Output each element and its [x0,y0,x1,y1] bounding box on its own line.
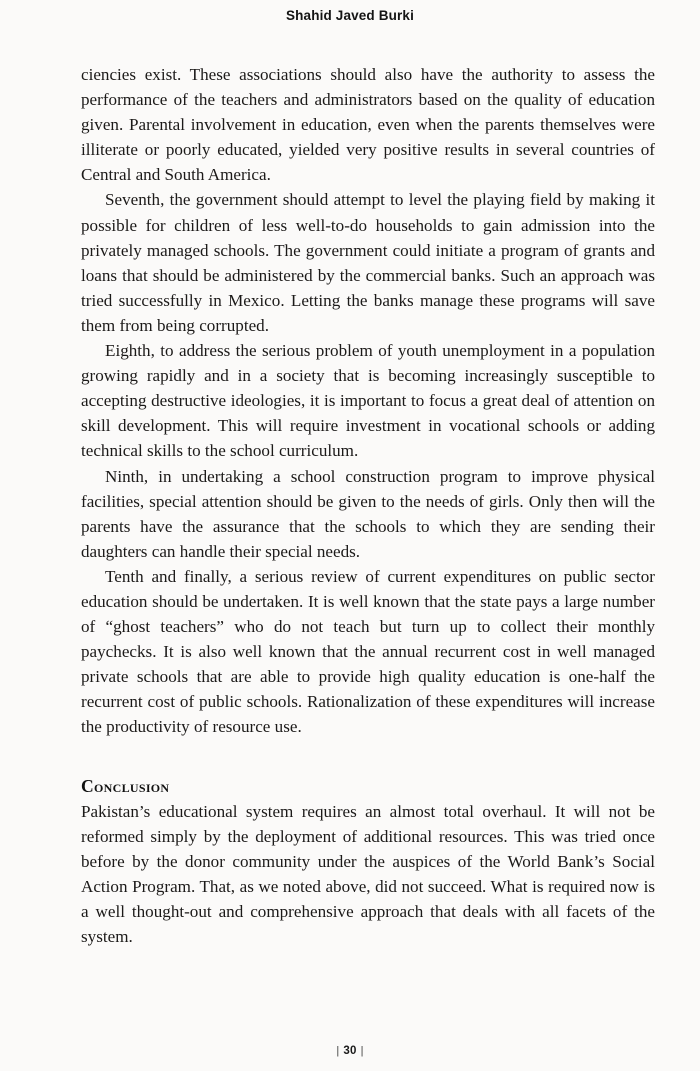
page-folio [0,1045,700,1057]
paragraph-eighth: Eighth, to address the serious problem of youth unemployment in a population growing rapidly and in a society that is becoming increasingly susceptible to accepting destructive ideologies, it is important to focus a great deal of attention on skill development. This will require investment in vocational schools or adding technical skills to the school curriculum. [81,341,655,461]
running-head-author: Shahid Javed Burki [286,8,414,23]
folio-rule-left: | [336,1045,340,1057]
paragraph-ninth: Ninth, in undertaking a school construction program to improve physical facilities, special attention should be given to the needs of girls. Only then will the parents have the assurance that the schools to which they are sending their daughters can handle their special needs. [81,466,655,561]
section-heading-conclusion: Conclusion [81,775,170,796]
folio-page-number: 30 [343,1045,357,1057]
paragraph-tenth: Tenth and finally, a serious review of current expenditures on public sector education should be undertaken. It is well known that the state pays a large number of “ghost teachers” who do not teach but turn up to collect their monthly paychecks. It is also well known that the annual recurrent cost in well managed private schools that are able to provide high quality education is one-half the recurrent cost of public schools. Rationalization of these expenditures will increase the productivity of resource use. [81,566,655,737]
paragraph-continuation: ciencies exist. These associations should also have the authority to assess the performance of the teachers and administrators based on the quality of education given. Parental involvement in education, even when the parents themselves were illiterate or poorly educated, yielded very positive results in several countries of Central and South America. [81,65,655,185]
folio-rule-right: | [360,1045,364,1057]
heading-spacer [81,740,655,774]
paragraph-seventh: Seventh, the government should attempt to level the playing field by making it possible for children of less well-to-do households to gain admission into the privately managed schools. The government could initiate a program of grants and loans that should be administered by the commercial banks. Such an approach was tried successfully in Mexico. Letting the banks manage these programs will save them from being corrupted. [81,190,655,335]
text-column [81,62,655,949]
paragraph-conclusion: Pakistan’s educational system requires an almost total overhaul. It will not be reformed simply by the deployment of additional resources. This was tried once before by the donor community under the auspices of the World Bank’s Social Action Program. That, as we noted above, did not succeed. What is required now is a well thought-out and comprehensive approach that deals with all facets of the system. [81,801,655,946]
